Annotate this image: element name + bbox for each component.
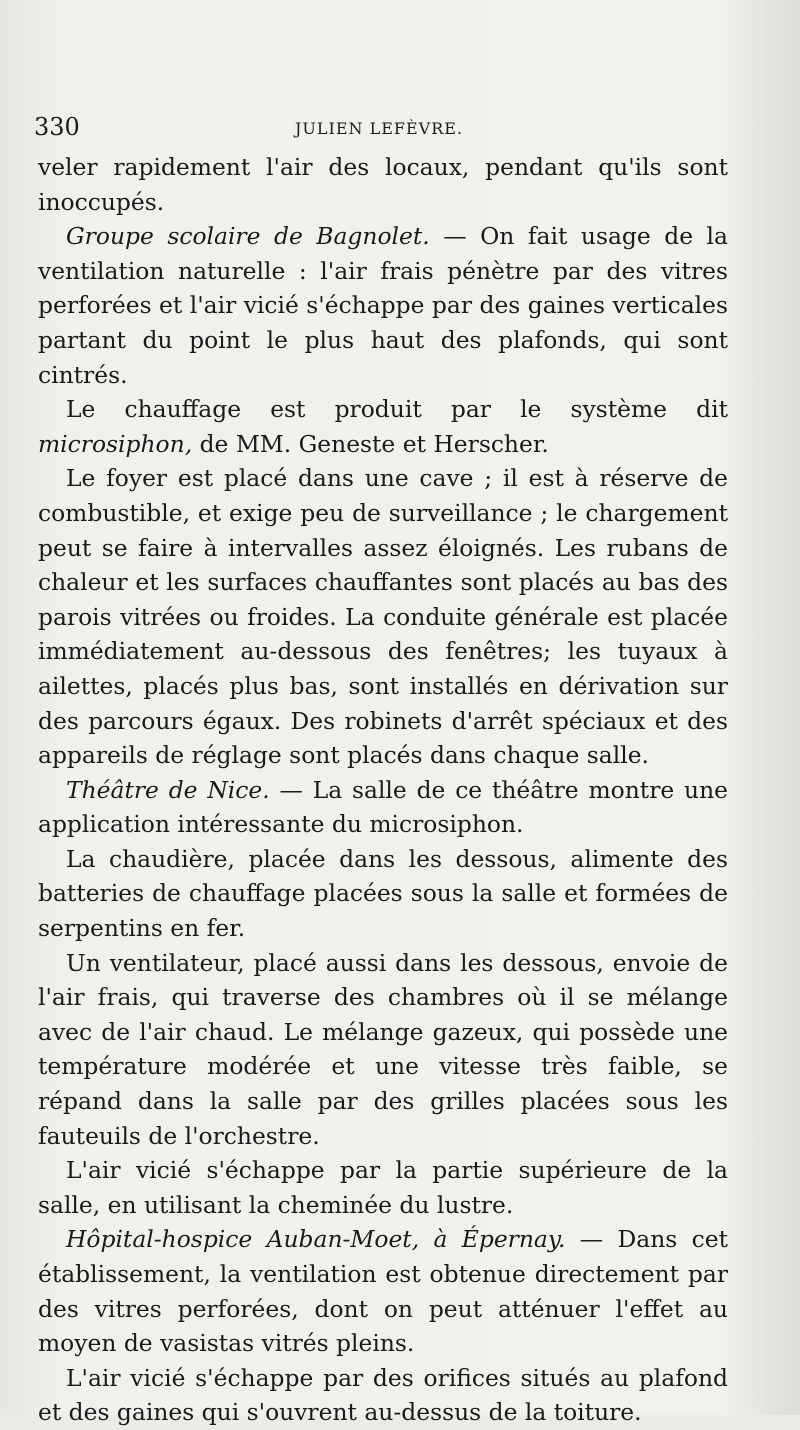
page-header	[34, 112, 724, 142]
paragraph-text: — Dans cet établissement, la ventilation est obtenue directement par des vitres perforées, dont on peut atténuer l'effet au moyen de vasistas vitrés pleins.	[38, 1225, 729, 1358]
paragraph-hopital	[38, 1222, 728, 1360]
paragraph-text: — On fait usage de la ventilation naturelle : l'air frais pénètre par des vitres perforées et l'air vicié s'échappe par des gaines verticales partant du point le plus haut des plafonds, qui sont cintrés.	[38, 222, 728, 389]
paragraph-text: L'air vicié s'échappe par la partie supérieure de la salle, en utilisant la cheminée du lustre.	[38, 1156, 728, 1219]
paragraph-theatre	[38, 773, 728, 842]
paragraph-text: L'air vicié s'échappe par des orifices situés au plafond et des gaines qui s'ouvrent au-dessus de la toiture.	[38, 1363, 728, 1427]
running-head: JULIEN LEFÈVRE.	[294, 119, 464, 138]
paragraph-chaudiere	[38, 842, 728, 946]
paragraph-text: La chaudière, placée dans les dessous, alimente des batteries de chauffage placées sous la salle et formées de serpentins en fer.	[38, 844, 728, 943]
body-text	[38, 150, 728, 1430]
section-run-in-heading: Hôpital-hospice Auban-Moet, à Épernay.	[66, 1225, 566, 1254]
paragraph-air-vicie-orifices	[38, 1361, 728, 1430]
paragraph-text: veler rapidement l'air des locaux, pendant qu'ils sont inoccupés.	[38, 153, 728, 216]
paragraph-text: Un ventilateur, placé aussi dans les dessous, envoie de l'air frais, qui traverse des chambres où il se mélange avec de l'air chaud. Le mélange gazeux, qui possède une température modérée et une vitesse très faible, se répand dans la salle par des grilles placées sous les fauteuils de l'orchestre.	[38, 948, 728, 1150]
paragraph-text: de MM. Geneste et Herscher.	[192, 429, 549, 458]
page-number: 330	[34, 113, 80, 141]
paragraph-text: — La salle de ce théâtre montre une application intéressante du microsiphon.	[38, 775, 729, 839]
section-run-in-heading: Théâtre de Nice.	[66, 775, 270, 804]
paragraph-chauffage	[38, 392, 728, 461]
paragraph-text: Le foyer est placé dans une cave ; il est à réserve de combustible, et exige peu de surveillance ; le chargement peut se faire à intervalles assez éloignés. Les rubans de chaleur et les surfaces chauffantes sont placés au bas des parois vitrées ou froides. La conduite générale est placée immédiatement au-dessous des fenêtres; les tuyaux à ailettes, placés plus bas, sont installés en dérivation sur des parcours égaux. Des robinets d'arrêt spéciaux et des appareils de réglage sont placés dans chaque salle.	[38, 464, 728, 770]
paragraph-bagnolet	[38, 219, 728, 392]
paragraph-air-vicie-salle	[38, 1153, 728, 1222]
paragraph-continuation	[38, 150, 728, 219]
paragraph-ventilateur	[38, 946, 728, 1154]
italic-term: microsiphon,	[38, 429, 193, 458]
section-run-in-heading: Groupe scolaire de Bagnolet.	[66, 222, 430, 251]
paragraph-foyer	[38, 461, 728, 772]
paragraph-text: Le chauffage est produit par le système dit	[66, 395, 728, 424]
